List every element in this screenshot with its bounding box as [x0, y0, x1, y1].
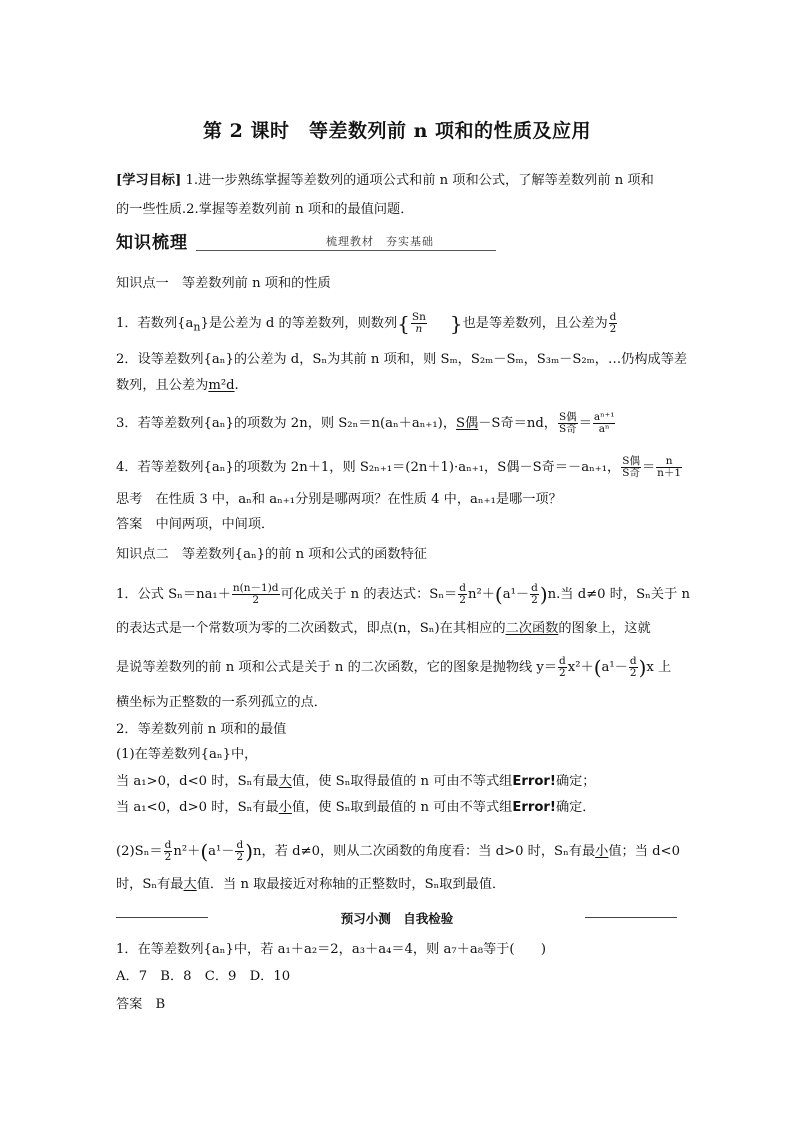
text: a¹－ [208, 844, 235, 859]
knowledge-header-title: 知识梳理 [116, 233, 188, 253]
numerator: d [559, 655, 566, 667]
fraction [164, 840, 173, 863]
denominator: n [415, 323, 423, 335]
objectives-line-1 [116, 172, 654, 190]
fraction [593, 412, 616, 435]
text: }是公差为 d 的等差数列，则数列 [200, 316, 398, 331]
denominator: S奇 [558, 423, 577, 435]
kp2-para-line-3 [116, 656, 671, 679]
numerator: Sn [411, 311, 426, 323]
denominator: aⁿ [598, 423, 610, 435]
numerator: d [609, 311, 617, 323]
kp1-item-2-line-2 [116, 377, 239, 395]
denominator: S奇 [622, 467, 640, 479]
denominator: 2 [459, 594, 466, 606]
brace-left: { [397, 311, 410, 336]
kp1-item-4 [116, 456, 683, 479]
denominator: 2 [559, 667, 566, 679]
numerator: n(n－1)d [232, 582, 279, 594]
numerator: d [531, 582, 538, 594]
text: 1．公式 Sₙ＝na₁＋ [116, 587, 231, 602]
kp2-max-5 [116, 876, 505, 894]
knowledge-header-divider [196, 250, 496, 251]
section-divider-right [585, 917, 677, 918]
text: a¹－ [502, 587, 530, 602]
underlined-answer: 小 [278, 800, 292, 815]
fraction [235, 840, 244, 863]
denominator: 2 [629, 667, 637, 679]
fraction [411, 312, 427, 335]
paren-right: ) [245, 839, 254, 864]
text: 可化成关于 n 的表达式：Sₙ＝ [280, 587, 458, 602]
kp1-heading: 知识点一 等差数列前 n 项和的性质 [116, 276, 331, 291]
text: 确定； [555, 774, 596, 789]
numerator: d [629, 655, 637, 667]
kp1-answer: 答案 中间两项，中间项． [116, 517, 275, 532]
fraction [629, 656, 638, 679]
fraction [458, 583, 467, 606]
kp1-think: 思考 在性质 3 中，aₙ和 aₙ₊₁分别是哪两项？在性质 4 中，aₙ₊₁是哪一项？ [116, 492, 562, 507]
paren-right: ) [539, 582, 548, 607]
numerator: aⁿ⁺¹ [593, 411, 615, 423]
brace-right: } [449, 311, 463, 336]
error-placeholder: Error! [512, 800, 556, 815]
underlined-answer: 大 [183, 877, 197, 892]
underlined-answer: m²d [208, 378, 235, 393]
preview-options: A．7 B．8 C．9 D．10 [116, 969, 291, 984]
text: n [193, 320, 201, 334]
underlined-answer: 大 [278, 774, 292, 789]
text: 1．若数列{a [116, 316, 194, 331]
text: 值．当 n 取最接近对称轴的正整数时，Sₙ取到最值． [196, 877, 506, 892]
preview-section-title: 预习小测 自我检验 [340, 911, 454, 926]
numerator: n [656, 456, 682, 468]
fraction [558, 412, 578, 435]
denominator: 2 [252, 594, 260, 606]
numerator: d [459, 582, 466, 594]
text: 确定． [555, 800, 596, 815]
fraction [530, 583, 539, 606]
kp1-item-1 [116, 312, 618, 337]
text: (2)Sₙ＝ [116, 844, 163, 859]
fraction [558, 656, 567, 679]
kp1-item-2-line-1: 2．设等差数列{aₙ}的公差为 d，Sₙ为其前 n 项和，则 Sₘ，S₂ₘ－Sₘ，S₃ₘ－S₂ₘ，…仍构成等差 [116, 352, 688, 367]
knowledge-header [116, 228, 436, 256]
kp2-max-3 [116, 799, 596, 817]
text: 是说等差数列的前 n 项和公式是关于 n 的二次函数，它的图象是抛物线 y＝ [116, 660, 558, 675]
text: x²＋ [567, 660, 594, 675]
underlined-answer: S偶 [456, 416, 479, 431]
text: a¹－ [601, 660, 628, 675]
denominator: 2 [164, 851, 172, 863]
kp2-max-4 [116, 840, 680, 863]
knowledge-header-tag: 梳理教材 夯实基础 [326, 235, 434, 248]
kp2-para-line-4: 横坐标为正整数的一系列孤立的点． [116, 695, 327, 710]
objectives-line-2: 的一些性质.2.掌握等差数列前 n 项和的最值问题． [116, 202, 414, 217]
fraction [621, 456, 641, 479]
paren-left: ( [593, 655, 602, 680]
text: n，若 d≠0，则从二次函数的角度看：当 d>0 时，Sₙ有最 [253, 844, 596, 859]
kp2-para-line-2 [116, 620, 651, 638]
text: n²＋ [173, 844, 201, 859]
error-placeholder: Error! [512, 774, 556, 789]
text: 的图象上，这就 [558, 621, 651, 636]
numerator: d [164, 839, 172, 851]
denominator: 2 [531, 594, 538, 606]
text: ＝ [641, 460, 656, 475]
page-title: 第 2 课时 等差数列前 n 项和的性质及应用 [203, 120, 591, 142]
text: －S奇＝nd， [478, 416, 557, 431]
text: 当 a₁>0，d<0 时，Sₙ有最 [116, 774, 279, 789]
denominator: 2 [609, 323, 617, 335]
preview-answer: 答案 B [116, 997, 166, 1012]
text: 值，使 Sₙ取到最值的 n 可由不等式组 [291, 800, 513, 815]
kp2-heading: 知识点二 等差数列{aₙ}的前 n 项和公式的函数特征 [116, 547, 427, 562]
kp1-item-3 [116, 412, 616, 435]
numerator: d [236, 839, 244, 851]
text: 4．若等差数列{aₙ}的项数为 2n＋1，则 S₂ₙ₊₁＝(2n＋1)·aₙ₊₁，S偶－S奇＝－aₙ₊₁， [116, 460, 621, 475]
denominator: n＋1 [657, 467, 682, 479]
text: 也是等差数列，且公差为 [462, 316, 608, 331]
kp2-max-2 [116, 773, 596, 791]
text: n²＋ [467, 587, 495, 602]
text: ＝ [578, 416, 592, 431]
text: 时，Sₙ有最 [116, 877, 184, 892]
text: 的表达式是一个常数项为零的二次函数式，即点(n，Sₙ)在其相应的 [116, 621, 506, 636]
paren-left: ( [200, 839, 209, 864]
numerator: S偶 [622, 455, 640, 467]
text: x 上 [646, 660, 672, 675]
preview-question-1: 1．在等差数列{aₙ}中，若 a₁＋a₂＝2，a₃＋a₄＝4，则 a₇＋a₈等于( ) [116, 942, 547, 957]
objectives-text-1: 1.进一步熟练掌握等差数列的通项公式和前 n 项和公式，了解等差数列前 n 项和 [185, 173, 654, 188]
text: n.当 d≠0 时，Sₙ关于 n [547, 587, 690, 602]
fraction [609, 312, 618, 335]
underlined-answer: 小 [595, 844, 609, 859]
kp2-para-line-1 [116, 583, 690, 606]
kp2-max-1: (1)在等差数列{aₙ}中， [116, 747, 258, 762]
fraction [232, 583, 280, 606]
text: 值；当 d<0 [608, 844, 680, 859]
denominator: 2 [236, 851, 244, 863]
underlined-answer: 二次函数 [505, 621, 559, 636]
kp2-max-heading: 2．等差数列前 n 项和的最值 [116, 722, 287, 737]
paren-left: ( [494, 582, 503, 607]
objectives-label: [学习目标] [116, 173, 182, 188]
paren-right: ) [638, 655, 647, 680]
text: 值，使 Sₙ取得最值的 n 可由不等式组 [291, 774, 513, 789]
text: 当 a₁<0，d>0 时，Sₙ有最 [116, 800, 279, 815]
text: 3．若等差数列{aₙ}的项数为 2n，则 S₂ₙ＝n(aₙ＋aₙ₊₁)， [116, 416, 457, 431]
numerator: S偶 [558, 411, 577, 423]
fraction [656, 456, 682, 479]
text: 数列，且公差为 [116, 378, 209, 393]
text: . [234, 378, 239, 393]
